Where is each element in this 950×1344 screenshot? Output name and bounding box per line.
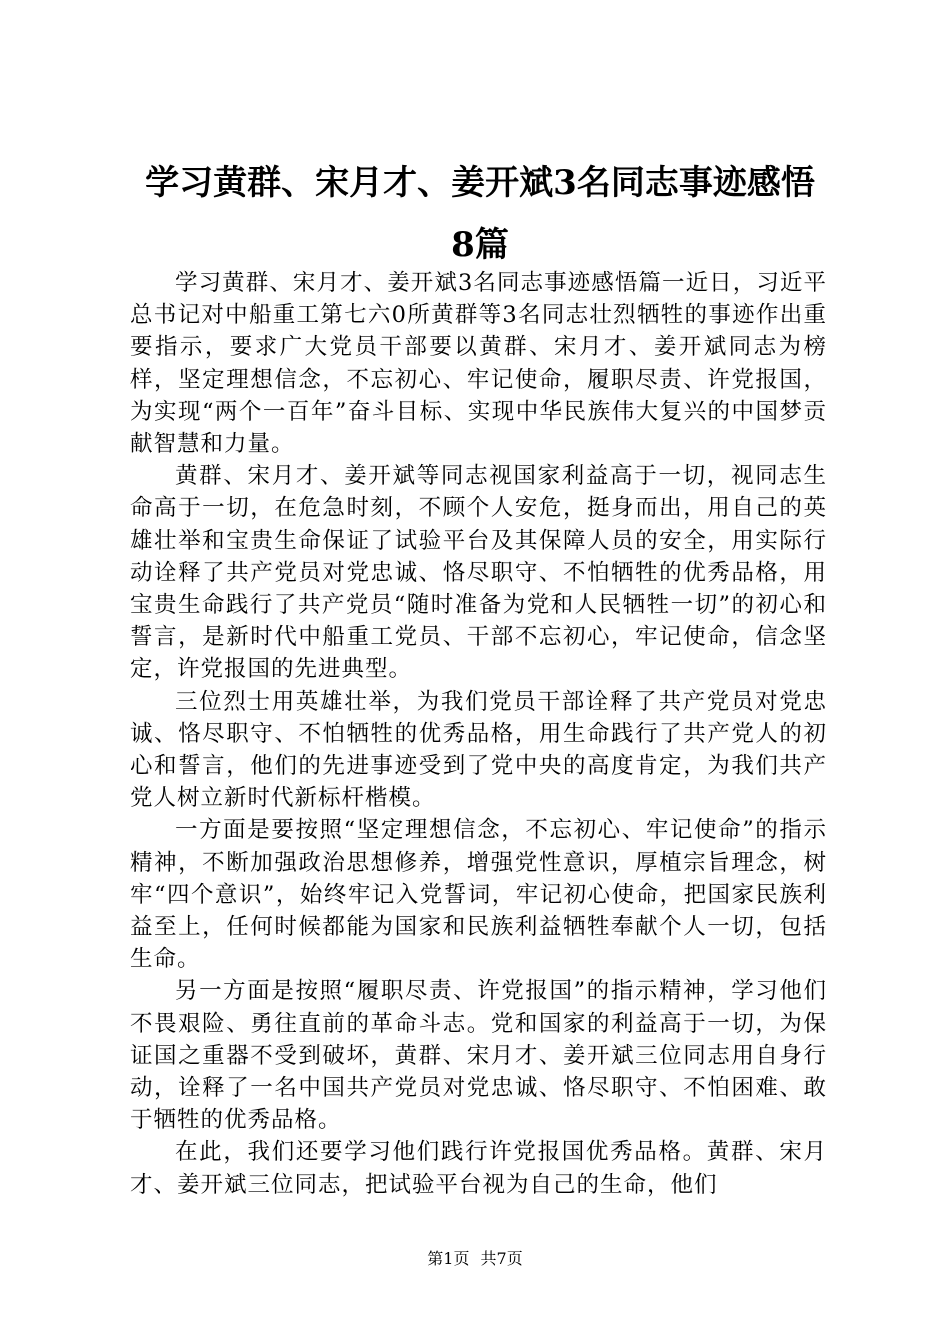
paragraph-6: 在此，我们还要学习他们践行许党报国优秀品格。黄群、宋月才、姜开斌三位同志，把试验平台视为自己的生命，他们 (130, 1139, 827, 1198)
paragraph-3: 三位烈士用英雄壮举，为我们党员干部诠释了共产党员对党忠诚、恪尽职守、不怕牺牲的优秀品格，用生命践行了共产党人的初心和誓言，他们的先进事迹受到了党中央的高度肯定，为我们共产党人树立新时代新标杆楷模。 (130, 688, 827, 812)
document-title (110, 160, 850, 268)
title-line-1: 学习黄群、宋月才、姜开斌3名同志事迹感悟 (145, 163, 815, 203)
document-body (130, 267, 827, 1201)
paragraph-1: 学习黄群、宋月才、姜开斌3名同志事迹感悟篇一近日，习近平总书记对中船重工第七六0所黄群等3名同志壮烈牺牲的事迹作出重要指示，要求广大党员干部要以黄群、宋月才、姜开斌同志为榜样，坚定理想信念，不忘初心、牢记使命，履职尽责、许党报国，为实现“两个一百年”奋斗目标、实现中华民族伟大复兴的中国梦贡献智慧和力量。 (130, 270, 827, 458)
title-line-2: 8篇 (451, 225, 509, 265)
page-footer (0, 1246, 950, 1269)
page-number: 第1页 (427, 1249, 470, 1268)
paragraph-4: 一方面是要按照“坚定理想信念，不忘初心、牢记使命”的指示精神，不断加强政治思想修养，增强党性意识，厚植宗旨理念，树牢“四个意识”，始终牢记入党誓词，牢记初心使命，把国家民族利益至上，任何时候都能为国家和民族利益牺牲奉献个人一切，包括生命。 (130, 817, 827, 973)
page-total: 共7页 (480, 1249, 523, 1268)
paragraph-2: 黄群、宋月才、姜开斌等同志视国家利益高于一切，视同志生命高于一切，在危急时刻，不顾个人安危，挺身而出，用自己的英雄壮举和宝贵生命保证了试验平台及其保障人员的安全，用实际行动诠释了共产党员对党忠诚、恪尽职守、不怕牺牲的优秀品格，用宝贵生命践行了共产党员“随时准备为党和人民牺牲一切”的初心和誓言，是新时代中船重工党员、干部不忘初心，牢记使命，信念坚定，许党报国的先进典型。 (130, 463, 827, 683)
paragraph-5: 另一方面是按照“履职尽责、许党报国”的指示精神，学习他们不畏艰险、勇往直前的革命斗志。党和国家的利益高于一切，为保证国之重器不受到破坏，黄群、宋月才、姜开斌三位同志用自身行动，诠释了一名中国共产党员对党忠诚、恪尽职守、不怕困难、敢于牺牲的优秀品格。 (130, 978, 827, 1134)
